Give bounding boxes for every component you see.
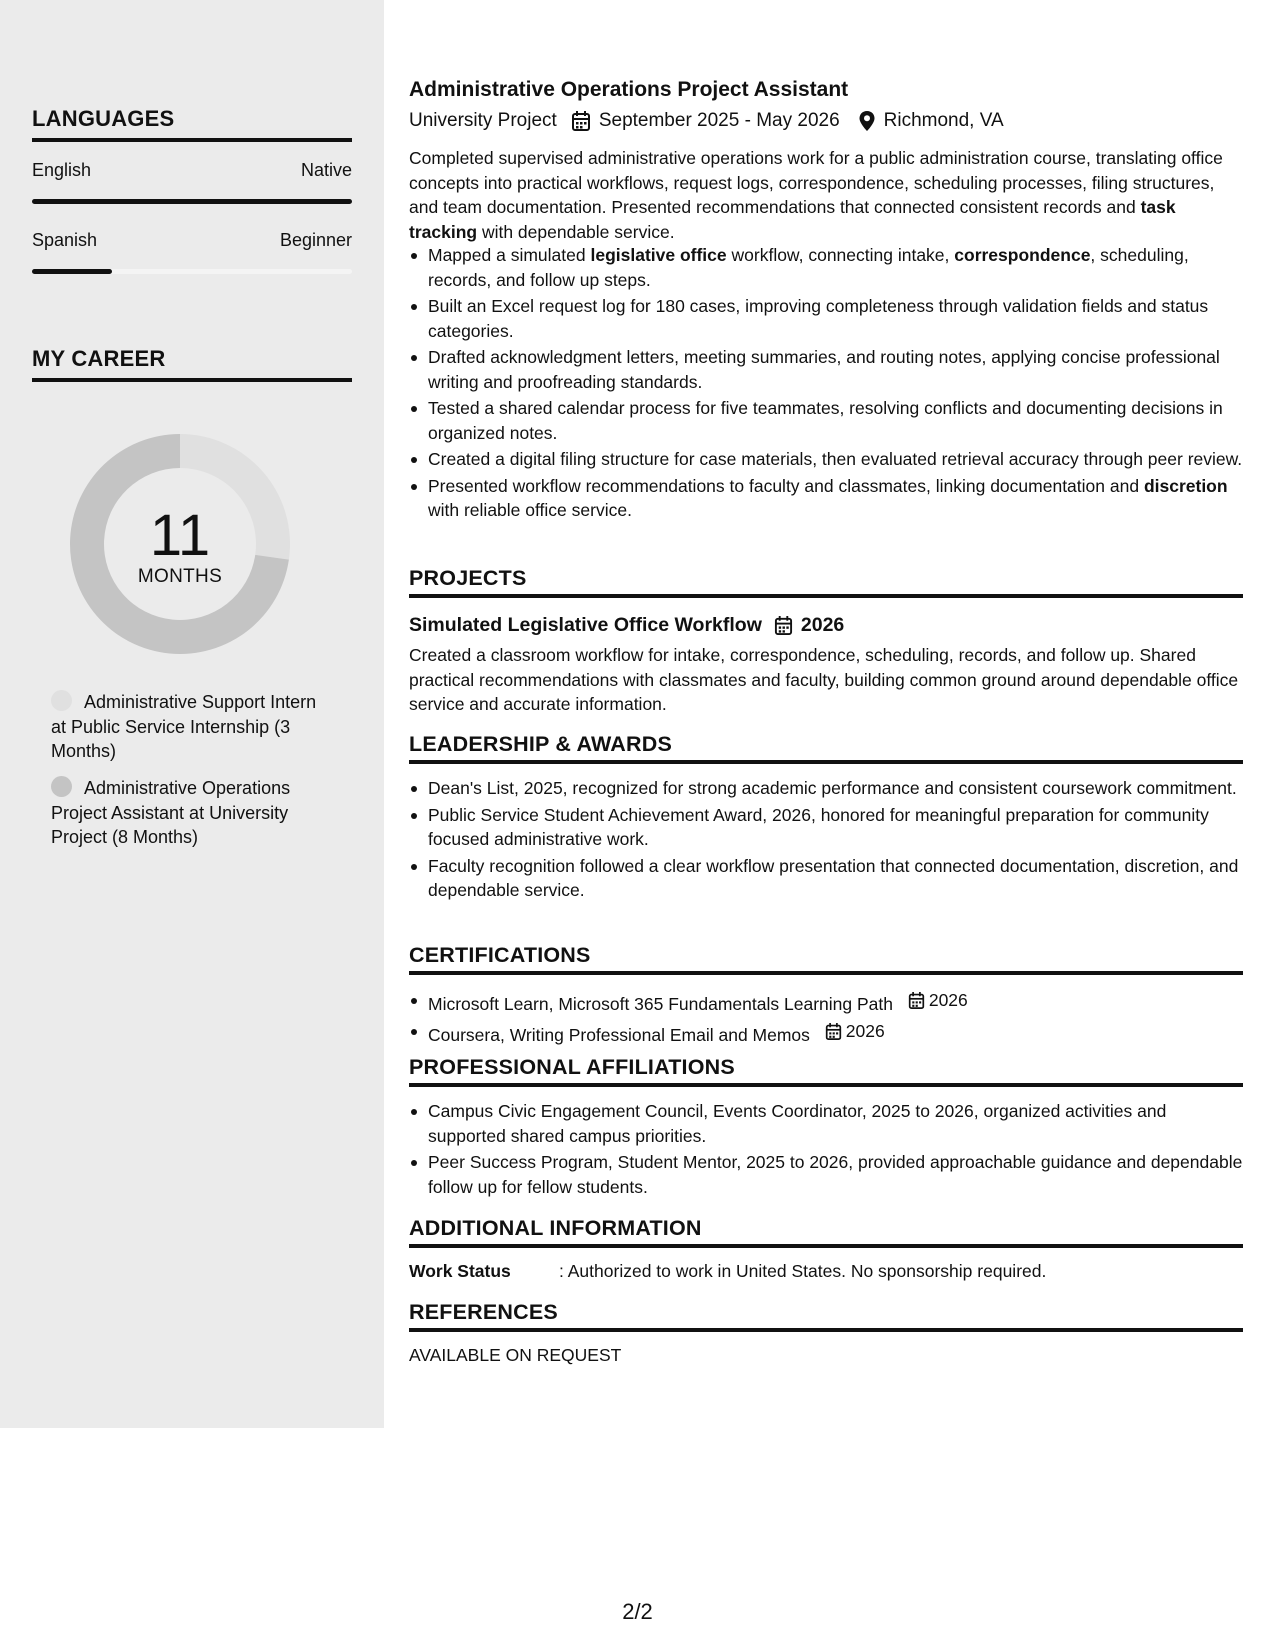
list-item (409, 345, 1243, 394)
additional-info-heading: ADDITIONAL INFORMATION (409, 1216, 1243, 1248)
career-unit: MONTHS (137, 566, 223, 587)
list-item: Faculty recognition followed a clear workflow presentation that connected documentation, discretion, and dependable service. (409, 854, 1243, 903)
cert-year: 2026 (845, 1021, 885, 1042)
job-location: Richmond, VA (883, 110, 1004, 131)
leadership-heading: LEADERSHIP & AWARDS (409, 732, 1243, 764)
career-total-months: 11 (149, 503, 211, 568)
text-run: Mapped a simulated (428, 245, 591, 265)
calendar-icon (825, 1022, 842, 1041)
text-run: workflow, connecting intake, (726, 245, 955, 265)
work-status-value: : Authorized to work in United States. No sponsorship required. (559, 1261, 1047, 1281)
job-dates: September 2025 - May 2026 (598, 110, 840, 131)
text-run: Drafted acknowledgment letters, meeting summaries, and routing notes, applying concise professional writing and proofreading standards. (428, 347, 1220, 392)
location-pin-icon (858, 110, 876, 132)
project-title: Simulated Legislative Office Workflow (409, 614, 762, 636)
affiliations-heading: PROFESSIONAL AFFILIATIONS (409, 1055, 1243, 1087)
work-status-row (409, 1261, 1046, 1282)
job-bullets (409, 243, 1243, 525)
list-item: Dean's List, 2025, recognized for strong academic performance and consistent coursework commitment. (409, 776, 1243, 801)
projects-heading: PROJECTS (409, 566, 1243, 598)
language-level: Beginner (279, 230, 352, 250)
cert-date (825, 1019, 885, 1044)
cert-date (908, 988, 968, 1013)
language-bar-english (32, 199, 352, 204)
certifications-list (409, 988, 1243, 1050)
career-heading: MY CAREER (32, 346, 352, 382)
text-run: Built an Excel request log for 180 cases, improving completeness through validation fields and status categories. (428, 296, 1209, 341)
language-bar-fill (32, 269, 112, 274)
list-item: Campus Civic Engagement Council, Events Coordinator, 2025 to 2026, organized activities and supported shared campus priorities. (409, 1099, 1243, 1148)
text-run: with dependable service. (477, 221, 675, 242)
career-legend-item (51, 690, 331, 764)
language-level: Native (300, 160, 352, 180)
work-status-label: Work Status (409, 1261, 511, 1281)
calendar-icon (774, 615, 793, 636)
text-run: Created a digital filing structure for case materials, then evaluated retrieval accuracy through peer review. (428, 449, 1243, 469)
legend-dot (51, 690, 72, 711)
cert-name: Microsoft Learn, Microsoft 365 Fundamentals Learning Path (428, 993, 893, 1014)
bold-keyword: correspondence (954, 245, 1091, 265)
text-run: Tested a shared calendar process for five teammates, resolving conflicts and documenting decisions in organized notes. (428, 398, 1223, 443)
text-run: Presented workflow recommendations to faculty and classmates, linking documentation and (428, 475, 1144, 496)
project-description: Created a classroom workflow for intake, correspondence, scheduling, records, and follow up. Shared practical recommendations with classmates and faculty, building common ground around dependable office service and accurate information. (409, 645, 1239, 714)
project-date (774, 614, 844, 637)
language-bar-fill (32, 199, 352, 204)
bold-keyword: task tracking (409, 197, 1176, 242)
list-item (409, 294, 1243, 343)
career-legend-label: Administrative Operations Project Assistant at University Project (8 Months) (51, 778, 291, 847)
language-bar-spanish (32, 269, 352, 274)
career-donut-chart (66, 430, 294, 658)
list-item (409, 1019, 1243, 1047)
list-item: Peer Success Program, Student Mentor, 2025 to 2026, provided approachable guidance and dependable follow up for fellow students. (409, 1150, 1243, 1199)
job-summary (409, 146, 1243, 244)
career-legend-label: Administrative Support Intern at Public Service Internship (3 Months) (51, 692, 317, 761)
language-name: Spanish (32, 230, 98, 250)
legend-dot (51, 776, 72, 797)
leadership-list (409, 776, 1243, 905)
list-item (409, 243, 1243, 292)
cert-name: Coursera, Writing Professional Email and Memos (428, 1025, 810, 1045)
references-heading: REFERENCES (409, 1300, 1243, 1332)
career-legend-item (51, 776, 331, 850)
references-text: AVAILABLE ON REQUEST (409, 1345, 622, 1365)
project-year: 2026 (800, 614, 845, 636)
certifications-heading: CERTIFICATIONS (409, 943, 1243, 975)
languages-heading: LANGUAGES (32, 106, 352, 142)
page-number: 2/2 (622, 1599, 653, 1624)
list-item (409, 474, 1243, 523)
cert-year: 2026 (928, 990, 968, 1010)
affiliations-list (409, 1099, 1243, 1201)
calendar-icon (908, 991, 925, 1010)
bold-keyword: legislative office (590, 245, 727, 265)
job-organization: University Project (409, 110, 557, 131)
text-run: with reliable office service. (428, 500, 632, 520)
bold-keyword: discretion (1143, 475, 1228, 496)
language-name: English (32, 160, 92, 180)
text-run: , scheduling, records, and follow up steps. (428, 245, 1189, 290)
list-item (409, 988, 1243, 1016)
text-run: Completed supervised administrative operations work for a public administration course, translating office concepts into practical workflows, request logs, correspondence, scheduling processes, filing structures, and team documentation. Presented recommendations that connected consistent records and (409, 148, 1223, 217)
project-title-row (409, 614, 844, 637)
list-item: Public Service Student Achievement Award, 2026, honored for meaningful preparation for community focused administrative work. (409, 803, 1243, 852)
list-item (409, 447, 1243, 472)
job-title: Administrative Operations Project Assistant (409, 78, 849, 101)
job-meta (409, 110, 1004, 132)
sidebar (0, 0, 384, 1428)
list-item (409, 396, 1243, 445)
calendar-icon (571, 110, 591, 132)
